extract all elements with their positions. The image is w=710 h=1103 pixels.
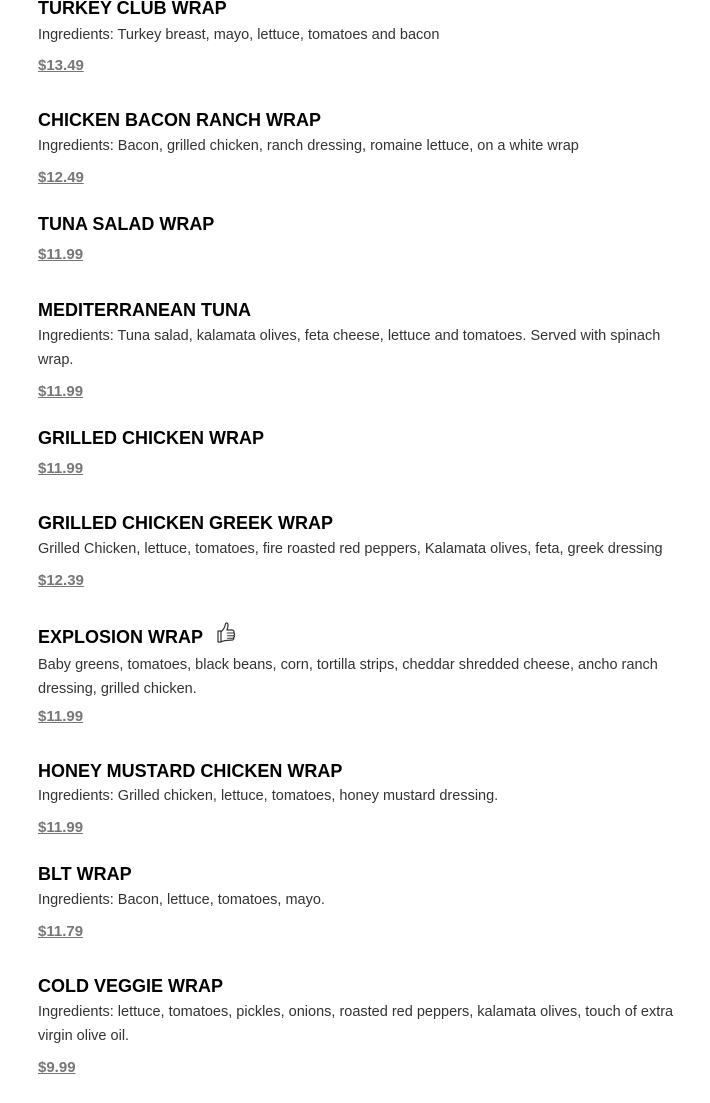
item-price[interactable]: $12.49: [38, 169, 84, 186]
item-title: MEDITERRANEAN TUNA: [38, 300, 251, 320]
menu-item: [38, 513, 688, 589]
menu-item: [38, 976, 688, 1076]
item-title: CHICKEN BACON RANCH WRAP: [38, 110, 321, 130]
item-price[interactable]: $11.99: [38, 383, 84, 400]
item-title: EXPLOSION WRAP: [38, 627, 204, 647]
item-description: Ingredients: Turkey breast, mayo, lettuce, tomatoes and bacon: [38, 27, 440, 43]
item-title: GRILLED CHICKEN WRAP: [38, 428, 264, 448]
menu-item: [38, 864, 688, 940]
item-description: Ingredients: Tuna salad, kalamata olives, feta cheese, lettuce and tomatoes. Served with spinach wrap.: [38, 328, 661, 368]
item-title: GRILLED CHICKEN GREEK WRAP: [38, 513, 334, 533]
item-title: TURKEY CLUB WRAP: [38, 0, 227, 18]
item-title: BLT WRAP: [38, 864, 132, 884]
item-price[interactable]: $13.49: [38, 57, 84, 74]
item-price[interactable]: $11.79: [38, 923, 84, 940]
item-price[interactable]: $11.99: [38, 819, 84, 836]
item-description: Ingredients: Bacon, lettuce, tomatoes, mayo.: [38, 892, 325, 908]
item-price[interactable]: $9.99: [38, 1059, 76, 1076]
menu-item: [38, 110, 688, 186]
item-description: Grilled Chicken, lettuce, tomatoes, fire roasted red peppers, Kalamata olives, feta, greek dressing: [38, 541, 663, 557]
item-price[interactable]: $11.99: [38, 708, 84, 725]
item-description: Baby greens, tomatoes, black beans, corn, tortilla strips, cheddar shredded cheese, ancho ranch dressing, grilled chicken.: [38, 657, 658, 697]
item-title: HONEY MUSTARD CHICKEN WRAP: [38, 761, 343, 781]
item-description: Ingredients: Bacon, grilled chicken, ranch dressing, romaine lettuce, on a white wrap: [38, 138, 579, 154]
item-title: TUNA SALAD WRAP: [38, 214, 215, 234]
item-price[interactable]: $11.99: [38, 460, 84, 477]
menu-item: [38, 761, 688, 836]
menu-item: [38, 428, 688, 477]
menu-item: [38, 214, 688, 263]
item-description: Ingredients: lettuce, tomatoes, pickles, onions, roasted red peppers, kalamata olives, touch of extra virgin olive oil.: [38, 1004, 674, 1044]
item-title: COLD VEGGIE WRAP: [38, 976, 224, 996]
menu-item: [38, 625, 688, 725]
item-price[interactable]: $11.99: [38, 246, 84, 263]
menu-item: [38, 300, 688, 400]
item-description: Ingredients: Grilled chicken, lettuce, tomatoes, honey mustard dressing.: [38, 788, 499, 804]
menu-item: [38, 0, 688, 74]
thumbs-up-icon: [215, 621, 237, 645]
item-price[interactable]: $12.39: [38, 572, 84, 589]
